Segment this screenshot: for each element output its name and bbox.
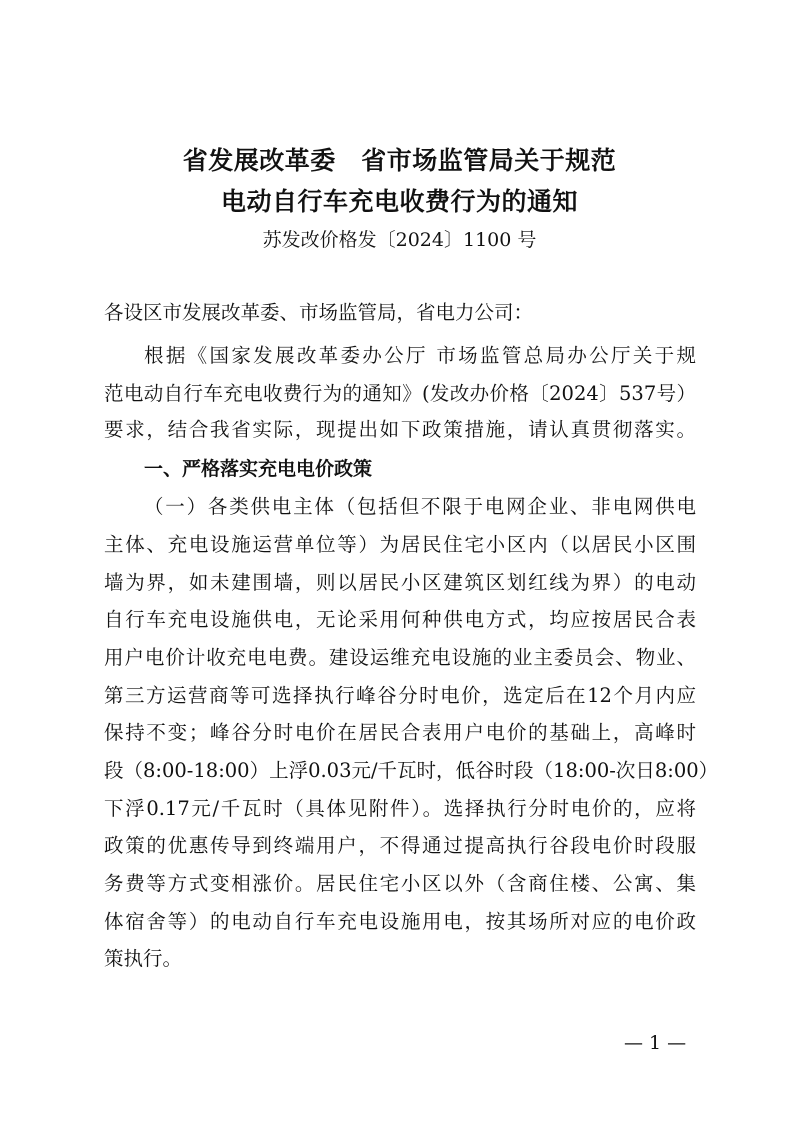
section-1-line-7: 保持不变；峰谷分时电价在居民合表用户电价的基础上，高峰时: [104, 721, 696, 744]
section-1-heading: 一、严格落实充电电价政策: [144, 458, 373, 480]
section-1-line-13: 策执行。: [104, 947, 183, 970]
document-title-line-1: 省发展改革委 省市场监管局关于规范: [182, 146, 617, 175]
intro-line-2: 范电动自行车充电收费行为的通知》(发改办价格〔2024〕537号）: [104, 382, 696, 405]
section-1-line-4: 自行车充电设施供电，无论采用何种供电方式，均应按居民合表: [104, 608, 696, 631]
section-1-line-9: 下浮0.17元/千瓦时（具体见附件）。选择执行分时电价的，应将: [104, 797, 696, 820]
section-1-line-5: 用户电价计收充电电费。建设运维充电设施的业主委员会、物业、: [104, 646, 696, 669]
section-1-line-2: 主体、充电设施运营单位等）为居民住宅小区内（以居民小区围: [104, 533, 696, 556]
intro-line-3: 要求，结合我省实际，现提出如下政策措施，请认真贯彻落实。: [104, 418, 696, 441]
section-1-line-1: （一）各类供电主体（包括但不限于电网企业、非电网供电: [144, 495, 696, 518]
section-1-line-3: 墙为界，如未建围墙，则以居民小区建筑区划红线为界）的电动: [104, 571, 696, 594]
intro-line-1: 根据《国家发展改革委办公厅 市场监管总局办公厅关于规: [144, 344, 696, 367]
section-1-line-12: 体宿舍等）的电动自行车充电设施用电，按其场所对应的电价政: [104, 910, 696, 933]
section-1-line-8: 段（8:00-18:00）上浮0.03元/千瓦时，低谷时段（18:00-次日8:00）: [104, 759, 719, 782]
document-title-line-2: 电动自行车充电收费行为的通知: [220, 187, 578, 216]
salutation: 各设区市发展改革委、市场监管局，省电力公司：: [104, 301, 534, 324]
section-1-line-11: 务费等方式变相涨价。居民住宅小区以外（含商住楼、公寓、集: [104, 872, 696, 895]
section-1-line-10: 政策的优惠传导到终端用户，不得通过提高执行谷段电价时段服: [104, 834, 696, 857]
page-number: — 1 —: [624, 1032, 687, 1054]
section-1-line-6: 第三方运营商等可选择执行峰谷分时电价，选定后在12个月内应: [104, 684, 696, 707]
document-number: 苏发改价格发〔2024〕1100 号: [262, 229, 537, 251]
